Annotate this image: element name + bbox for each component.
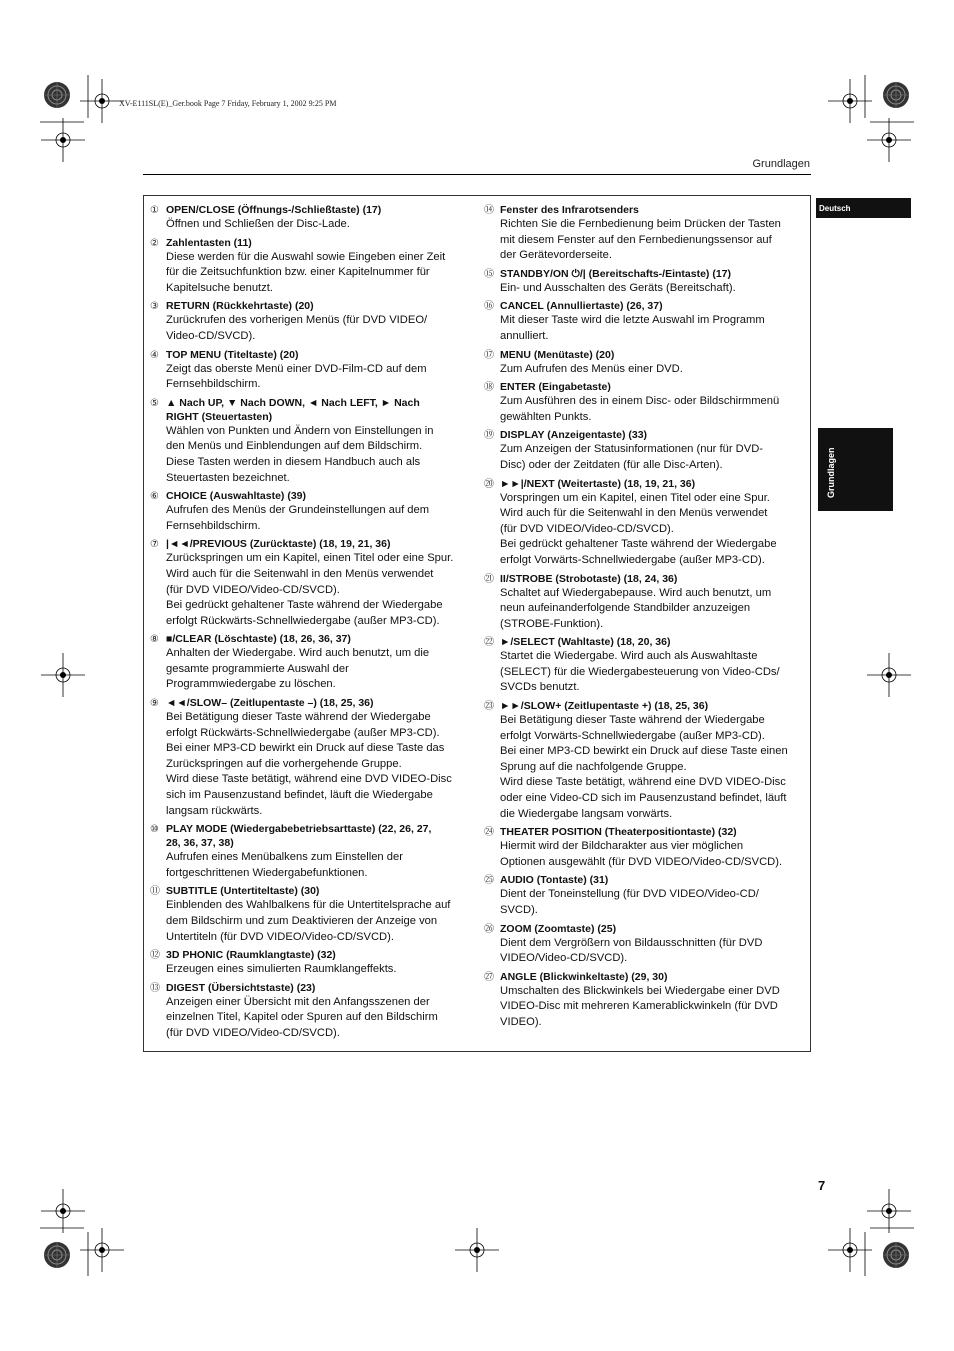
key-entry [484,699,802,822]
entry-description: Diese werden für die Auswahl sowie Eingeben einer Zeit für die Zeitsuchfunktion bzw. einer Kapitelnummer für Kapitelsuche benutzt. [166,250,446,294]
key-entry [150,489,478,534]
entry-number: ⑳ [484,478,494,490]
entry-description: Mit dieser Taste wird die letzte Auswahl im Programm annulliert. [500,314,765,342]
key-entry [484,922,802,967]
entry-description: Schaltet auf Wiedergabepause. Wird auch benutzt, um neun aufeinanderfolgende Standbilder anzuzeigen (STROBE-Funktion). [500,586,772,630]
key-entry [150,981,478,1042]
key-entry [484,299,802,344]
entry-number: ㉕ [484,875,494,887]
key-entry [150,299,478,344]
entry-description: Wählen von Punkten und Ändern von Einstellungen in den Menüs und Einblendungen auf dem Bildschirm. Diese Tasten werden in diesem Handbuch auch als Steuertasten bezeichnet. [166,424,434,484]
side-tab [818,428,893,511]
entry-number: ⑲ [484,430,494,442]
key-entry [484,873,802,918]
entry-title: |◄◄/PREVIOUS (Zurücktaste) (18, 19, 21, 36) [166,538,391,551]
entry-title: PLAY MODE (Wiedergabebetriebsarttaste) (22, 26, 27, 28, 36, 37, 38) [166,823,432,850]
entry-number: ⑮ [484,268,494,280]
entry-title: OPEN/CLOSE (Öffnungs-/Schließtaste) (17) [166,204,382,216]
key-entry [484,267,802,297]
entry-number: ⑭ [484,205,494,216]
entry-description: Zeigt das oberste Menü einer DVD-Film-CD auf dem Fernsehbildschirm. [166,362,427,391]
entry-number: ㉓ [484,701,494,713]
entry-description: Dient dem Vergrößern von Bildausschnitten (für DVD VIDEO/Video-CD/SVCD). [500,936,763,965]
section-title: Grundlagen [752,158,810,170]
entry-title: II/STROBE (Strobotaste) (18, 24, 36) [500,572,678,585]
entry-description: Anhalten der Wiedergabe. Wird auch benutzt, um die gesamte programmierte Auswahl der Programmwiedergabe zu löschen. [166,647,430,691]
entry-title: ANGLE (Blickwinkeltaste) (29, 30) [500,970,668,983]
entry-description: Richten Sie die Fernbedienung beim Drücken der Tasten mit diesem Fenster auf den Fernbedienungssensor auf der Gerätevorderseite. [500,218,781,262]
entry-title: 3D PHONIC (Raumklangtaste) (32) [166,949,336,962]
entry-description: Öffnen und Schließen der Disc-Lade. [166,218,350,230]
entry-description: Zurückrufen des vorherigen Menüs (für DVD VIDEO/ Video-CD/SVCD). [166,314,428,342]
entry-number: ⑬ [150,982,160,994]
entry-title: AUDIO (Tontaste) (31) [500,874,609,887]
entry-title: DISPLAY (Anzeigentaste) (33) [500,429,648,442]
entry-number: ⑨ [150,698,159,710]
entry-number: ⑧ [150,634,159,646]
entry-number: ④ [150,349,159,361]
entry-description: Zurückspringen um ein Kapitel, einen Titel oder eine Spur. Wird auch für die Seitenwahl in den Menüs verwendet (für DVD VIDEO/Video-CD/SVCD). Bei gedrückt gehaltener Taste während der Wiedergabe erfolgt Rückwärts-Schnellwiedergabe (außer MP3-CD). [166,552,454,627]
entry-description: Ein- und Ausschalten des Geräts (Bereitschaft). [500,281,736,294]
key-entry [150,696,478,819]
entry-title: RETURN (Rückkehrtaste) (20) [166,300,314,313]
entry-title: STANDBY/ON ⏻/| (Bereitschafts-/Eintaste) (17) [500,267,732,280]
entry-description: Aufrufen des Menüs der Grundeinstellungen auf dem Fernsehbildschirm. [166,504,430,532]
page-number: 7 [818,1178,826,1193]
entry-number: ⑩ [150,824,159,836]
entry-title: ENTER (Eingabetaste) [500,381,611,394]
entry-title: ►►/SLOW+ (Zeitlupentaste +) (18, 25, 36) [500,700,709,713]
entry-description: Aufrufen eines Menübalkens zum Einstellen der fortgeschrittenen Wiedergabefunktionen. [166,851,403,879]
entry-number: ① [150,205,159,216]
entry-number: ㉑ [484,573,494,585]
entry-title: ◄◄/SLOW– (Zeitlupentaste –) (18, 25, 36) [166,697,374,710]
entry-description: Einblenden des Wahlbalkens für die Untertitelsprache auf dem Bildschirm und zum Deaktivieren der Anzeige von Untertiteln (für DVD VIDEO/Video-CD/SVCD). [166,899,451,943]
entry-title: ▲ Nach UP, ▼ Nach DOWN, ◄ Nach LEFT, ► Nach RIGHT (Steuertasten) [166,396,420,423]
entry-number: ㉔ [484,827,494,839]
entry-title: THEATER POSITION (Theaterpositiontaste) (32) [500,826,737,839]
entry-title: Fenster des Infrarotsenders [500,204,639,216]
key-entry [150,396,478,486]
entry-description: Zum Ausführen des in einem Disc- oder Bildschirmmenü gewählten Punkts. [500,395,780,423]
key-entry [484,348,802,378]
entry-title: CHOICE (Auswahltaste) (39) [166,490,307,503]
entry-description: Bei Betätigung dieser Taste während der Wiedergabe erfolgt Rückwärts-Schnellwiedergabe (außer MP3-CD). Bei einer MP3-CD bewirkt ein Druck auf diese Taste das Zurückspringen auf die vorhergehende Gruppe. Wird diese Taste betätigt, während eine DVD VIDEO-Disc sich im Pausenzustand befindet, läuft die Wiedergabe langsam rückwärts. [166,711,452,817]
entry-number: ㉗ [484,971,494,983]
language-tab-label: Deutsch [819,203,851,213]
entry-title: ►/SELECT (Wahltaste) (18, 20, 36) [500,636,671,649]
key-entry [150,203,478,233]
entry-title: ■/CLEAR (Löschtaste) (18, 26, 36, 37) [166,633,351,646]
entry-description: Zum Aufrufen des Menüs einer DVD. [500,362,683,375]
entry-description: Erzeugen eines simulierten Raumklangeffekts. [166,963,397,976]
entry-number: ㉒ [484,637,494,649]
entry-description: Umschalten des Blickwinkels bei Wiedergabe einer DVD VIDEO-Disc mit mehreren Kamerablickwinkeln (für DVD VIDEO). [500,984,780,1028]
entry-number: ⑫ [150,950,160,962]
header-rule [143,174,811,175]
entry-number: ⑥ [150,491,159,503]
entry-description: Vorspringen um ein Kapitel, einen Titel oder eine Spur. Wird auch für die Seitenwahl in den Menüs verwendet (für DVD VIDEO/Video-CD/SVCD). Bei gedrückt gehaltener Taste während der Wiedergabe erfolgt Vorwärts-Schnellwiedergabe (außer MP3-CD). [500,491,777,566]
key-entry [484,203,802,264]
entry-title: SUBTITLE (Untertiteltaste) (30) [166,885,320,898]
entry-description: Zum Anzeigen der Statusinformationen (nur für DVD- Disc) oder der Zeitdaten (für alle Disc-Arten). [500,443,764,471]
entry-number: ⑰ [484,349,494,361]
entry-number: ⑪ [150,886,160,898]
key-entry [484,572,802,633]
entry-title: DIGEST (Übersichtstaste) (23) [166,981,316,994]
entry-title: MENU (Menütaste) (20) [500,348,615,361]
key-entry [150,632,478,693]
entry-title: ►►|/NEXT (Weitertaste) (18, 19, 21, 36) [500,477,696,490]
entry-description: Startet die Wiedergabe. Wird auch als Auswahltaste (SELECT) für die Wiedergabesteuerung von Video-CDs/ SVCDs benutzt. [500,650,780,694]
key-entry [150,884,478,945]
right-column [484,203,802,1034]
file-header: XV-E111SL(E)_Ger.book Page 7 Friday, February 1, 2002 9:25 PM [119,99,337,108]
entry-title: CANCEL (Annulliertaste) (26, 37) [500,300,663,313]
left-column [150,203,478,1045]
entry-number: ⑦ [150,539,159,551]
key-entry [484,635,802,696]
entry-title: TOP MENU (Titeltaste) (20) [166,348,299,361]
entry-title: Zahlentasten (11) [166,236,252,249]
key-entry [150,822,478,881]
key-entry [150,348,478,393]
key-entry [484,970,802,1031]
side-tab-label: Grundlagen [826,447,836,498]
entry-number: ⑤ [150,397,159,409]
content-box [143,195,811,1052]
language-tab [816,198,911,218]
key-entry [484,380,802,425]
entry-number: ㉖ [484,923,494,935]
entry-number: ⑱ [484,382,494,394]
key-entry [484,825,802,870]
key-entry [150,537,478,629]
entry-description: Bei Betätigung dieser Taste während der Wiedergabe erfolgt Vorwärts-Schnellwiedergabe (außer MP3-CD). Bei einer MP3-CD bewirkt ein Druck auf diese Taste einen Sprung auf die nachfolgende Gruppe. Wird diese Taste betätigt, während eine DVD VIDEO-Disc oder eine Video-CD sich im Pausenzustand befindet, läuft die Wiedergabe langsam vorwärts. [500,714,788,820]
key-entry [150,236,478,297]
entry-number: ⑯ [484,301,494,313]
entry-description: Dient der Toneinstellung (für DVD VIDEO/Video-CD/ SVCD). [500,888,759,916]
key-entry [484,428,802,473]
entry-number: ② [150,237,159,249]
key-entry [484,477,802,569]
entry-description: Anzeigen einer Übersicht mit den Anfangsszenen der einzelnen Titel, Kapitel oder Spuren auf den Bildschirm (für DVD VIDEO/Video-CD/SVCD). [166,995,438,1039]
entry-title: ZOOM (Zoomtaste) (25) [500,922,617,935]
key-entry [150,948,478,978]
entry-description: Hiermit wird der Bildcharakter aus vier möglichen Optionen ausgewählt (für DVD VIDEO/Video-CD/SVCD). [500,840,783,868]
entry-number: ③ [150,301,159,313]
